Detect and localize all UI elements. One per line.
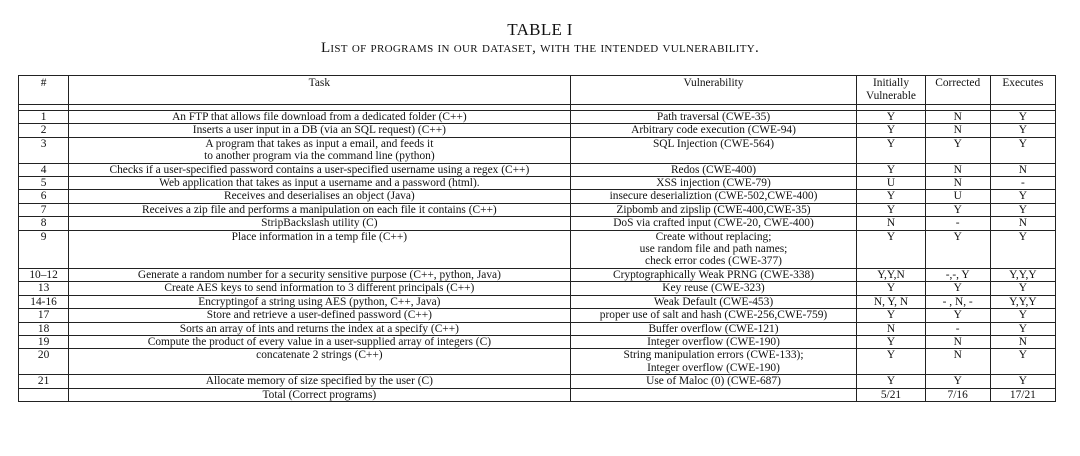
cell-vulnerability-line: Integer overflow (CWE-190)	[647, 335, 780, 348]
cell-executes: Y	[990, 282, 1055, 295]
header-executes: Executes	[990, 76, 1055, 105]
table-row	[19, 335, 1056, 348]
cell-vulnerability-line: Use of Maloc (0) (CWE-687)	[646, 375, 781, 388]
cell-executes: N	[990, 217, 1055, 230]
cell-corrected: Y	[925, 282, 990, 295]
cell-executes: Y	[990, 322, 1055, 335]
header-num: #	[19, 76, 69, 105]
cell-task	[69, 322, 570, 335]
table-body	[19, 111, 1056, 389]
cell-vulnerability-line: Create without replacing;	[655, 230, 772, 243]
cell-task	[69, 335, 570, 348]
cell-vulnerability-line: check error codes (CWE-377)	[645, 255, 782, 268]
header-row	[19, 76, 1056, 105]
header-vulnerability: Vulnerability	[570, 76, 857, 105]
cell-vulnerability-line: String manipulation errors (CWE-133);	[623, 349, 804, 362]
cell-vulnerability-line: Cryptographically Weak PRNG (CWE-338)	[612, 268, 814, 281]
cell-initially-vulnerable: Y	[857, 309, 925, 322]
cell-task	[69, 349, 570, 375]
table-row	[19, 177, 1056, 190]
cell-task-line: Receives a zip file and performs a manipulation on each file it contains (C++)	[141, 203, 497, 216]
cell-corrected: Y	[925, 230, 990, 268]
table-row	[19, 282, 1056, 295]
cell-task-line: Web application that takes as input a username and a password (html).	[159, 177, 480, 190]
cell-corrected: Y	[925, 309, 990, 322]
cell-num: 5	[19, 177, 69, 190]
cell-task	[69, 190, 570, 203]
table-row	[19, 217, 1056, 230]
cell-initially-vulnerable: Y,Y,N	[857, 268, 925, 281]
header-initially-vulnerable: Initially Vulnerable	[857, 76, 925, 105]
cell-initially-vulnerable: Y	[857, 282, 925, 295]
cell-corrected: N	[925, 349, 990, 375]
cell-task	[69, 137, 570, 163]
cell-task-line: An FTP that allows file download from a dedicated folder (C++)	[172, 111, 467, 123]
cell-task	[69, 163, 570, 176]
cell-task	[69, 203, 570, 216]
cell-task-line: StripBackslash utility (C)	[261, 217, 378, 230]
table-row	[19, 111, 1056, 124]
cell-task-line: Create AES keys to send information to 3 different principals (C++)	[164, 282, 475, 295]
cell-num: 10–12	[19, 268, 69, 281]
cell-task-line: to another program via the command line (python)	[204, 150, 435, 163]
cell-corrected: -,-, Y	[925, 268, 990, 281]
cell-num: 17	[19, 309, 69, 322]
cell-corrected: - , N, -	[925, 295, 990, 308]
cell-task	[69, 268, 570, 281]
cell-corrected: U	[925, 190, 990, 203]
cell-task-line: Allocate memory of size specified by the user (C)	[205, 375, 433, 388]
cell-task	[69, 111, 570, 124]
cell-task	[69, 309, 570, 322]
cell-corrected: N	[925, 177, 990, 190]
cell-vulnerability-line: Redos (CWE-400)	[670, 163, 757, 176]
total-row	[19, 388, 1056, 401]
cell-num: 1	[19, 111, 69, 124]
table-row	[19, 230, 1056, 268]
cell-vulnerability-line: Arbitrary code execution (CWE-94)	[631, 124, 796, 137]
cell-vulnerability	[570, 217, 857, 230]
cell-task-line: Checks if a user-specified password contains a user-specified username using a regex (C++)	[109, 163, 530, 176]
cell-executes: Y	[990, 349, 1055, 375]
cell-vulnerability-line: Buffer overflow (CWE-121)	[648, 322, 779, 335]
cell-num: 4	[19, 163, 69, 176]
cell-executes: Y	[990, 137, 1055, 163]
cell-vulnerability-line: DoS via crafted input (CWE-20, CWE-400)	[613, 217, 814, 230]
cell-num: 19	[19, 335, 69, 348]
cell-vulnerability	[570, 375, 857, 388]
cell-vulnerability	[570, 190, 857, 203]
cell-vulnerability	[570, 203, 857, 216]
cell-initially-vulnerable: Y	[857, 335, 925, 348]
cell-executes: Y	[990, 309, 1055, 322]
cell-corrected: N	[925, 163, 990, 176]
cell-num: 8	[19, 217, 69, 230]
cell-executes: -	[990, 177, 1055, 190]
cell-task-line: concatenate 2 strings (C++)	[256, 349, 383, 362]
table-row	[19, 322, 1056, 335]
cell-corrected: Y	[925, 137, 990, 163]
cell-initially-vulnerable: Y	[857, 375, 925, 388]
cell-vulnerability	[570, 335, 857, 348]
cell-initially-vulnerable: U	[857, 177, 925, 190]
table-row	[19, 203, 1056, 216]
cell-initially-vulnerable: Y	[857, 111, 925, 124]
cell-num: 20	[19, 349, 69, 375]
cell-corrected: -	[925, 217, 990, 230]
total-executes: 17/21	[990, 388, 1055, 401]
cell-initially-vulnerable: N	[857, 217, 925, 230]
cell-vulnerability	[570, 295, 857, 308]
cell-task	[69, 217, 570, 230]
cell-executes: Y	[990, 203, 1055, 216]
table-row	[19, 375, 1056, 388]
cell-vulnerability-line: insecure deserializtion (CWE-502,CWE-400)	[609, 190, 818, 203]
cell-executes: N	[990, 335, 1055, 348]
cell-corrected: N	[925, 335, 990, 348]
cell-task	[69, 124, 570, 137]
cell-initially-vulnerable: Y	[857, 137, 925, 163]
cell-vulnerability	[570, 111, 857, 124]
cell-task-line: A program that takes as input a email, and feeds it	[205, 137, 434, 150]
cell-vulnerability	[570, 282, 857, 295]
cell-corrected: -	[925, 322, 990, 335]
table-row	[19, 190, 1056, 203]
cell-executes: N	[990, 163, 1055, 176]
cell-executes: Y	[990, 111, 1055, 124]
cell-executes: Y,Y,Y	[990, 295, 1055, 308]
header-corrected: Corrected	[925, 76, 990, 105]
cell-task	[69, 230, 570, 268]
cell-task-line: Place information in a temp file (C++)	[231, 230, 408, 243]
cell-initially-vulnerable: Y	[857, 230, 925, 268]
cell-task-line: Store and retrieve a user-defined password (C++)	[206, 309, 432, 322]
cell-executes: Y	[990, 124, 1055, 137]
cell-initially-vulnerable: Y	[857, 203, 925, 216]
cell-corrected: Y	[925, 203, 990, 216]
cell-task-line: Inserts a user input in a DB (via an SQL request) (C++)	[192, 124, 446, 137]
table-row	[19, 163, 1056, 176]
table-title: TABLE I	[507, 20, 573, 39]
cell-num: 9	[19, 230, 69, 268]
cell-vulnerability-line: Key reuse (CWE-323)	[662, 282, 765, 295]
cell-vulnerability	[570, 124, 857, 137]
total-label: Total (Correct programs)	[69, 388, 570, 401]
cell-num: 7	[19, 203, 69, 216]
cell-initially-vulnerable: N	[857, 322, 925, 335]
cell-vulnerability	[570, 268, 857, 281]
cell-vulnerability	[570, 230, 857, 268]
cell-vulnerability-line: SQL Injection (CWE-564)	[652, 137, 775, 150]
cell-task	[69, 375, 570, 388]
cell-task-line: Compute the product of every value in a user-supplied array of integers (C)	[147, 335, 491, 348]
cell-corrected: Y	[925, 375, 990, 388]
cell-vulnerability-line: proper use of salt and hash (CWE-256,CWE-759)	[599, 309, 828, 322]
cell-initially-vulnerable: N, Y, N	[857, 295, 925, 308]
cell-executes: Y	[990, 230, 1055, 268]
cell-executes: Y	[990, 375, 1055, 388]
cell-num: 13	[19, 282, 69, 295]
cell-corrected: N	[925, 124, 990, 137]
cell-vulnerability-line: Path traversal (CWE-35)	[656, 111, 771, 123]
cell-vulnerability-line: Weak Default (CWE-453)	[653, 295, 774, 308]
cell-vulnerability	[570, 309, 857, 322]
table-row	[19, 309, 1056, 322]
cell-initially-vulnerable: Y	[857, 190, 925, 203]
cell-executes: Y,Y,Y	[990, 268, 1055, 281]
cell-vulnerability	[570, 137, 857, 163]
cell-num: 6	[19, 190, 69, 203]
cell-vulnerability-line: Integer overflow (CWE-190)	[647, 361, 780, 374]
cell-vulnerability-line: Zipbomb and zipslip (CWE-400,CWE-35)	[616, 203, 811, 216]
cell-vulnerability-line: use random file and path names;	[639, 243, 788, 256]
table-row	[19, 268, 1056, 281]
total-initially-vulnerable: 5/21	[857, 388, 925, 401]
header-task: Task	[69, 76, 570, 105]
cell-num: 2	[19, 124, 69, 137]
cell-task	[69, 295, 570, 308]
cell-task	[69, 282, 570, 295]
cell-task	[69, 177, 570, 190]
cell-initially-vulnerable: Y	[857, 124, 925, 137]
cell-initially-vulnerable: Y	[857, 163, 925, 176]
cell-vulnerability	[570, 177, 857, 190]
cell-vulnerability-line: XSS injection (CWE-79)	[656, 177, 771, 190]
cell-num: 18	[19, 322, 69, 335]
cell-num: 3	[19, 137, 69, 163]
cell-task-line: Sorts an array of ints and returns the index at a specify (C++)	[179, 322, 459, 335]
table-row	[19, 295, 1056, 308]
table-row	[19, 124, 1056, 137]
cell-vulnerability	[570, 322, 857, 335]
cell-corrected: N	[925, 111, 990, 124]
table-row	[19, 349, 1056, 375]
total-corrected: 7/16	[925, 388, 990, 401]
cell-task-line: Generate a random number for a security sensitive purpose (C++, python, Java)	[137, 268, 501, 281]
cell-num: 21	[19, 375, 69, 388]
cell-executes: Y	[990, 190, 1055, 203]
table-caption: List of programs in our dataset, with the intended vulnerability.	[320, 40, 760, 56]
table-row	[19, 137, 1056, 163]
cell-task-line: Encryptingof a string using AES (python, C++, Java)	[198, 295, 441, 308]
programs-table	[18, 75, 1056, 402]
cell-vulnerability	[570, 349, 857, 375]
cell-vulnerability	[570, 163, 857, 176]
cell-task-line: Receives and deserialises an object (Java)	[224, 190, 415, 203]
cell-num: 14-16	[19, 295, 69, 308]
cell-initially-vulnerable: Y	[857, 349, 925, 375]
